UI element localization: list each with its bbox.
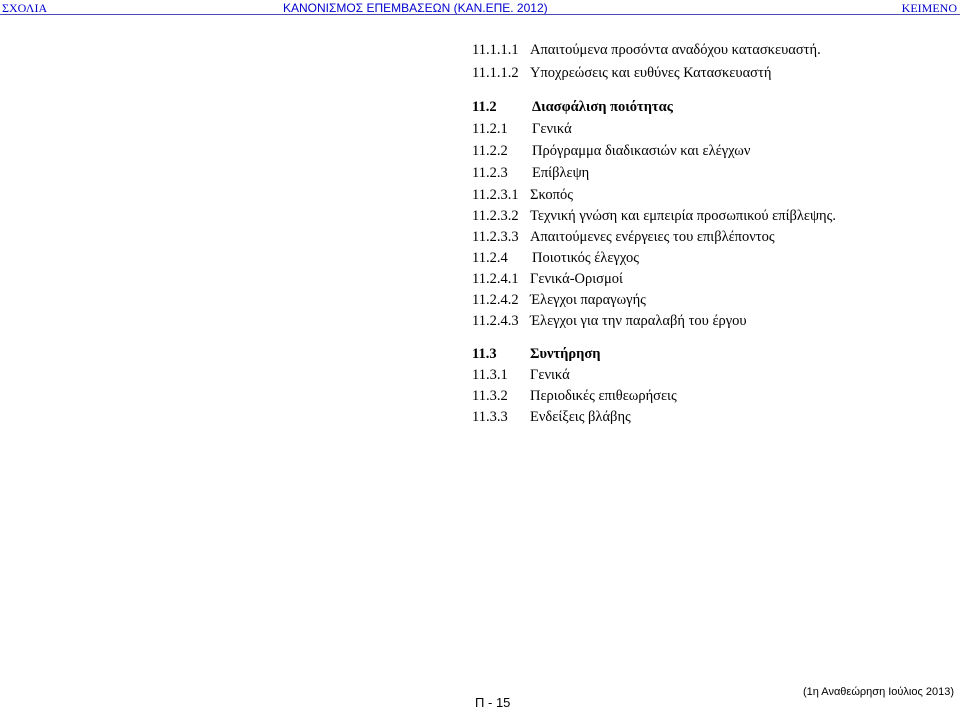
- toc-title: Διασφάλιση ποιότητας: [532, 99, 673, 115]
- toc-number: 11.3.2: [472, 388, 508, 404]
- toc-title: Έλεγχοι για την παραλαβή του έργου: [530, 313, 747, 329]
- toc-number: 11.2.1: [472, 121, 508, 137]
- toc-title: Ενδείξεις βλάβης: [530, 409, 631, 425]
- toc-title: Σκοπός: [530, 187, 573, 203]
- header-left-label: ΣΧΟΛΙΑ: [2, 1, 48, 15]
- toc-number: 11.1.1.1: [472, 42, 519, 58]
- toc-entry-11-2-3: [472, 164, 589, 182]
- toc-number: 11.2.4: [472, 250, 508, 266]
- toc-title: Απαιτούμενες ενέργειες του επιβλέποντος: [530, 229, 775, 245]
- toc-title: Επίβλεψη: [532, 165, 590, 181]
- toc-number: 11.2.4.3: [472, 313, 519, 329]
- toc-entry-11-3-2: [472, 387, 677, 405]
- toc-title: Απαιτούμενα προσόντα αναδόχου κατασκευαστή.: [530, 42, 821, 58]
- toc-entry-11-3: [472, 345, 601, 363]
- toc-entry-11-2-1: [472, 120, 572, 138]
- toc-entry-11-2-2: [472, 142, 750, 160]
- toc-number: 11.1.1.2: [472, 65, 519, 81]
- toc-number: 11.2.2: [472, 143, 508, 159]
- toc-number: 11.2.3.2: [472, 208, 519, 224]
- toc-number: 11.3.1: [472, 367, 508, 383]
- toc-number: 11.2.3.1: [472, 187, 519, 203]
- toc-entry-11-2-3-2: [472, 207, 836, 225]
- toc-entry-11-2: [472, 98, 673, 116]
- toc-number: 11.3.3: [472, 409, 508, 425]
- toc-entry-11-3-1: [472, 366, 570, 384]
- toc-entry-11-2-4-3: [472, 312, 747, 330]
- toc-title: Ποιοτικός έλεγχος: [532, 250, 639, 266]
- header-center-title: ΚΑΝΟΝΙΣΜΟΣ ΕΠΕΜΒΑΣΕΩΝ (ΚΑΝ.ΕΠΕ. 2012): [283, 1, 548, 15]
- toc-entry-11-2-4-1: [472, 270, 623, 288]
- toc-number: 11.2.3: [472, 165, 508, 181]
- toc-title: Γενικά: [532, 121, 572, 137]
- revision-note: (1η Αναθεώρηση Ιούλιος 2013): [802, 686, 954, 698]
- toc-entry-11-2-4-2: [472, 291, 646, 309]
- toc-number: 11.2.4.1: [472, 271, 519, 287]
- toc-entry-11-1-1-1: [472, 41, 821, 59]
- toc-title: Έλεγχοι παραγωγής: [530, 292, 646, 308]
- toc-number: 11.3: [472, 346, 497, 362]
- toc-number: 11.2: [472, 99, 497, 115]
- toc-entry-11-3-3: [472, 408, 631, 426]
- toc-number: 11.2.4.2: [472, 292, 519, 308]
- toc-title: Πρόγραμμα διαδικασιών και ελέγχων: [532, 143, 751, 159]
- toc-number: 11.2.3.3: [472, 229, 519, 245]
- toc-title: Υποχρεώσεις και ευθύνες Κατασκευαστή: [530, 65, 772, 81]
- page-number: Π - 15: [475, 695, 511, 710]
- toc-entry-11-2-3-1: [472, 186, 573, 204]
- toc-title: Περιοδικές επιθεωρήσεις: [530, 388, 677, 404]
- toc-entry-11-1-1-2: [472, 64, 771, 82]
- header-right-label: ΚΕΙΜΕΝΟ: [901, 1, 957, 15]
- toc-title: Συντήρηση: [530, 346, 601, 362]
- toc-entry-11-2-4: [472, 249, 639, 267]
- toc-title: Τεχνική γνώση και εμπειρία προσωπικού επίβλεψης.: [530, 208, 836, 224]
- toc-title: Γενικά-Ορισμοί: [530, 271, 623, 287]
- toc-entry-11-2-3-3: [472, 228, 775, 246]
- toc-title: Γενικά: [530, 367, 570, 383]
